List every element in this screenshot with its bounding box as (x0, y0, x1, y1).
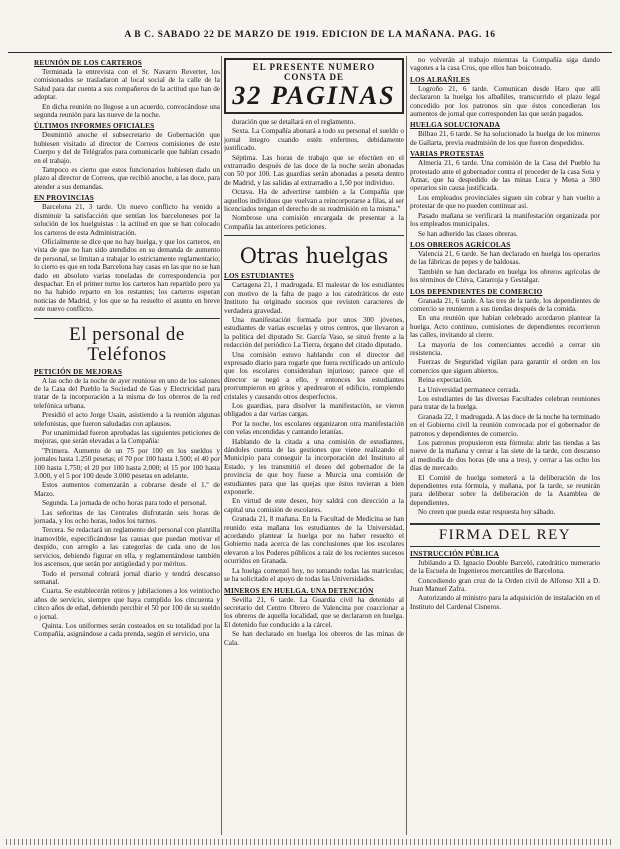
section-heading: ÚLTIMOS INFORMES OFICIALES (34, 122, 155, 131)
paragraph: Tercera. Se redactará un reglamento del personal con plantilla inamovible, especificándose las causas que puedan motivar el despido, con arreglo a las categorías de cada uno de los servicios, debiendo figurar en ella, y reglamentándose también los ascensos, que serán por antigüedad y por méritos. (34, 526, 220, 569)
paragraph: En una reunión que habían celebrado acordaron plantear la huelga. Acto continuo, comisiones de dependientes recorrieron las calles, invitando al cierre. (410, 314, 600, 340)
section-heading: PETICIÓN DE MEJORAS (34, 367, 123, 376)
paragraph: Estos aumentos comenzarán a cobrarse desde el 1.º de Marzo. (34, 481, 220, 498)
paragraph: La Universidad permanece cerrada. (418, 385, 521, 394)
paragraph: Tampoco es cierto que estos funcionarios hubiesen dado un plazo al director de Correos, que recibió anoche, a las doce, para atender a sus demandas. (34, 166, 220, 191)
paragraph: No creen que pueda estar respuesta hoy sábado. (418, 508, 556, 517)
paragraph: Granada 21, 8 mañana. En la Facultad de Medicina se han reunido esta mañana los estudiantes de la Universidad, acordando plantear la huelga por no haber resuelto el Gobierno nada acerca de las conclusiones que los escolares elevaron a los Poderes públicos a raíz de los recientes sucesos ocurridos en Granada. (224, 515, 404, 566)
paragraph: Autorizando al ministro para la adquisición de instalación en el Instituto del Cardenal Cisneros. (410, 594, 600, 611)
paragraph: Los guardias, para disolver la manifestación, se vieron obligados a dar varias cargas. (224, 401, 404, 419)
article-title: El personal de Teléfonos (69, 323, 185, 365)
paragraph: Barcelona 21, 3 tarde. Un nuevo conflicto ha venido a disminuir la satisfacción que sentían los barceloneses por la solución de los huelguistas : la actitud en que se han colocado los carteros de esta Administración. (34, 203, 220, 237)
paragraph: Los estudiantes de las diversas Facultades celebran reuniones para tratar de la huelga. (410, 395, 600, 412)
paragraph: A las ocho de la noche de ayer reuniose en uno de los salones de la Casa del Pueblo la Sociedad de Gas y Electricidad para tratar de la incorporación a la misma de los obreros de la red telefónica urbana. (34, 376, 220, 410)
paragraph: Los empleados provinciales siguen sin cobrar y han vuelto a protestar de que no pueden continuar así. (410, 193, 600, 211)
paragraph: La huelga comenzó hoy, no tomando todas las matrículas; se ha solicitado el apoyo de todas las Universidades. (224, 566, 404, 584)
section-heading: EN PROVINCIAS (34, 194, 94, 203)
paragraph: Presidió el acto Jorge Usain, asistiendo a la reunión algunas telefonistas, que fueron saludadas con aplausos. (34, 411, 220, 428)
section-heading: INSTRUCCIÓN PÚBLICA (410, 549, 500, 558)
paragraph: Segunda. La jornada de ocho horas para todo el personal. (42, 499, 207, 508)
paragraph: duración que se detallará en el reglamento. (232, 118, 356, 126)
paragraph: Cuarta. Se establecerán retiros y jubilaciones a los veintiocho años de servicio, siempre que haya cumplido los cincuenta y cinco años de edad, debiendo percibir el 50 por 100 de su sueldo o jornal. (34, 587, 220, 621)
paragraph: Una manifestación formada por unos 300 jóvenes, estudiantes de varias escuelas y otros centros, que llevaron a la política del diputado Sr. García Vaso, se situó frente a la redacción del periódico La Tierra, órgano del citado diputado. (224, 315, 404, 350)
article-title: Otras huelgas (239, 244, 389, 269)
paragraph: Concediendo gran cruz de la Orden civil de Alfonso XII a D. Juan Manuel Zafra. (410, 576, 600, 593)
paragraph: Una comisión estuvo hablando con el director del expresado diario para rogarle que fuera rectificado un artículo que los escolares consideraban injurioso; parece que el director se negó a ello, y entonces los estudiantes prorrumpieron en gritos y apedrearon el edificio, rompiendo cristales y causando otros desperfectos. (224, 350, 404, 401)
paragraph: También se han declarado en huelga los obreros agrícolas de los términos de Chiva, Catarroja y Gestalgar. (410, 267, 600, 285)
banner-line-1: EL PRESENTE NUMERO CONSTA DE (252, 62, 376, 82)
section-heading: LOS ALBAÑILES (410, 75, 470, 84)
paragraph: Jubilando a D. Ignacio Double Barceló, catedrático numerario de la Escuela de Ingenieros mercantiles de Barcelona. (410, 558, 600, 576)
page-header: A B C. SABADO 22 DE MARZO DE 1919. EDICION DE LA MAÑANA. PAG. 16 (8, 30, 612, 53)
paragraph: Por unanimidad fueron aprobadas las siguientes peticiones de mejoras, que serán elevadas a la Compañía: (34, 429, 220, 446)
paragraph: Desmintió anoche el subsecretario de Gobernación que hubiesen visitado al director de Correos comisiones de este Cuerpo y del de Telégrafos para comunicarle que habían cesado en el trabajo. (34, 131, 220, 165)
article-title: FIRMA DEL REY (410, 523, 600, 547)
paragraph: Octava. Ha de advertirse también a la Compañía que aquellos individuos que vuelvan a reincorporarse a filas, al ser licenciados tengan el derecho de su readmisión en la misma." (224, 188, 404, 214)
paragraph: Granada 22, 1 madrugada. A las doce de la noche ha terminado en el Gobierno civil la reunión convocada por el gobernador de patronos y dependientes de comercio. (410, 412, 600, 438)
paragraph: Todo el personal cobrará jornal diario y tendrá descanso semanal. (34, 569, 220, 586)
paragraph: Terminada la entrevista con el Sr. Navarro Reverter, los comisionados se trasladaron al local social de la calle de la Salud para dar cuenta a sus compañeros de la actitud que han de adoptar. (34, 68, 220, 102)
column-3 (410, 56, 600, 837)
paragraph: Los patronos propusieron esta fórmula: abrir las tiendas a las nueve de la mañana y cerrar a las siete de la tarde, con descanso al mediodía de dos horas (de una a tres), y cerrar a las ocho los días de mercado. (410, 439, 600, 473)
paragraph: Séptima. Las horas de trabajo que se efectúen en el extrarradio después de las doce de la noche serán abonadas con 50 por 100. Las guardias serán abonadas a peseta dentro de Madrid, y las salidas al extrarradio a 1,50 por individuo. (224, 153, 404, 187)
column-divider-1 (221, 56, 222, 835)
paragraph: Almería 21, 6 tarde. Una comisión de la Casa del Pueblo ha protestado ante el gobernador contra el proceder de la casa Sota y Aznar, que ha despedido de las minas Luca y Mena a 300 operarios sin causa justificada. (410, 159, 600, 193)
section-heading: MINEROS EN HUELGA. UNA DETENCIÓN (224, 586, 374, 595)
section-heading: LOS ESTUDIANTES (224, 272, 294, 281)
paragraph: Hablando de la citada a una comisión de estudiantes, dándoles cuenta de las gestiones que viene realizando el Municipio para conseguir la incorporación del Instituto al Estado, y les transmitió el deseo del gobernador de la provincia de que hoy fuese a Murcia una comisión de estudiantes para que las quejas que éstos tuvieran a bien exponerle. (224, 437, 404, 497)
paragraph: Se han declarado en huelga los obreros de las minas de Cala. (224, 630, 404, 647)
column-1 (34, 56, 220, 837)
paragraph: Nombrose una comisión encargada de presentar a la Compañía las anteriores peticiones. (224, 214, 404, 231)
paragraph: "Primera. Aumento de un 75 por 100 en los sueldos y jornales hasta 1.250 pesetas; el 70 por 100 hasta 1.500; el 40 por 100 hasta 1.750; el 20 por 100 hasta 2.000; el 15 por 100 hasta 3.000, y el 5 por 100 desde 3.000 pesetas en adelante. (34, 446, 220, 481)
column-divider-2 (406, 56, 407, 835)
scan-edge-marks (6, 839, 614, 845)
paragraph: no volverán al trabajo mientras la Compañía siga dando vagones a la casa Cros, que ellos han boicoteado. (410, 56, 600, 73)
paragraph: El Comité de huelga someterá a la deliberación de los dependientes esta fórmula, y mañana, por la tarde, se reunirán para deliberar sobre la deliberación de la Asamblea de dependientes. (410, 473, 600, 507)
paragraph: Sexta. La Compañía abonará a todo su personal el sueldo o jornal íntegro cuando estén enfermos, debidamente justificado. (224, 127, 404, 153)
section-heading: HUELGA SOLUCIONADA (410, 121, 501, 130)
section-heading: LOS DEPENDIENTES DE COMERCIO (410, 287, 543, 296)
divider (34, 318, 220, 319)
paragraph: Granada 21, 6 tarde. A las tres de la tarde, los dependientes de comercio se reunieron a sus tiendas después de la comida. (410, 296, 600, 313)
paragraph: En dicha reunión no llegose a un acuerdo, convocándose una segunda reunión para las nueve de la noche. (34, 102, 220, 120)
paragraph: Valencia 21, 6 tarde. Se han declarado en huelga los operarios de las fábricas de pepes y de baldosas. (410, 249, 600, 267)
paragraph: Pasado mañana se verificará la manifestación organizada por los empleados municipales. (410, 211, 600, 229)
paragraph: Logroño 21, 6 tarde. Comunican desde Haro que allí declararon la huelga los albañiles, transcurrido el plazo legal concedido por los patronos sin que éstos concedieran los aumentos de jornal que corresponden las que serán pagados. (410, 84, 600, 119)
banner-line-2: 32 PAGINAS (232, 81, 396, 110)
column-2 (224, 56, 404, 837)
paragraph: Bilbao 21, 6 tarde. Se ha solucionado la huelga de los mineros de Gallarta, previa readmisión de los que fueron despedidos. (410, 130, 600, 147)
paragraph: En virtud de este deseo, hoy saldrá con dirección a la capital una comisión de escolares. (224, 497, 404, 514)
paragraph: Quinta. Los uniformes serán costeados en su totalidad por la Compañía, asignándose a cada prenda, según el servicio, una (34, 621, 220, 639)
section-heading: LOS OBREROS AGRÍCOLAS (410, 240, 511, 249)
paragraph: Por la noche, los escolares organizaron otra manifestación con velas encendidas y cantando letanías. (224, 419, 404, 437)
paragraph: Fuerzas de Seguridad vigilan para garantir el orden en los comercios que siguen abiertos. (410, 358, 600, 375)
paragraph: Sevilla 21, 6 tarde. La Guardia civil ha detenido al secretario del Centro Obrero de Valencina por coaccionar a los obreros de aquella localidad, que se declararon en huelga. El detenido fue conducido a la cárcel. (224, 595, 404, 629)
paragraph: Reina expectación. (418, 376, 473, 385)
paragraph: Cartagena 21, 1 madrugada. El malestar de los estudiantes con motivo de la falta de pago a los catedráticos de este Instituto ha originado sucesos que revisten caracteres de verdadera gravedad. (224, 281, 404, 315)
divider (224, 235, 404, 236)
paragraph: Las señoritas de las Centrales disfrutarán seis horas de jornada, y los ocho horas, todos los turnos. (34, 508, 220, 526)
section-heading: REUNIÓN DE LOS CARTEROS (34, 59, 142, 67)
paragraph: Oficialmente se dice que no hay huelga, y que los carteros, en vista de que no han sido atendidos en su demanda de aumento de personal, se limitan a trabajar lo estrictamente reglamentario; lo cierto es que en toda Barcelona hay casas en las que no se han dado en absoluto varias toneladas de correspondencia por despachar. En el primer turno los carteros han repartido pero ya no ha habido reparto en los restantes; los carteros esperan noticias de Madrid, y los que se ha resuelto el asunto en breve este nuevo conflicto. (34, 237, 220, 314)
paragraph: Se han adherido las clases obreras. (418, 229, 518, 238)
page-count-banner (224, 58, 404, 114)
section-heading: VARIAS PROTESTAS (410, 150, 484, 159)
paragraph: La mayoría de los comerciantes accedió a cerrar sin resistencia. (410, 340, 600, 357)
